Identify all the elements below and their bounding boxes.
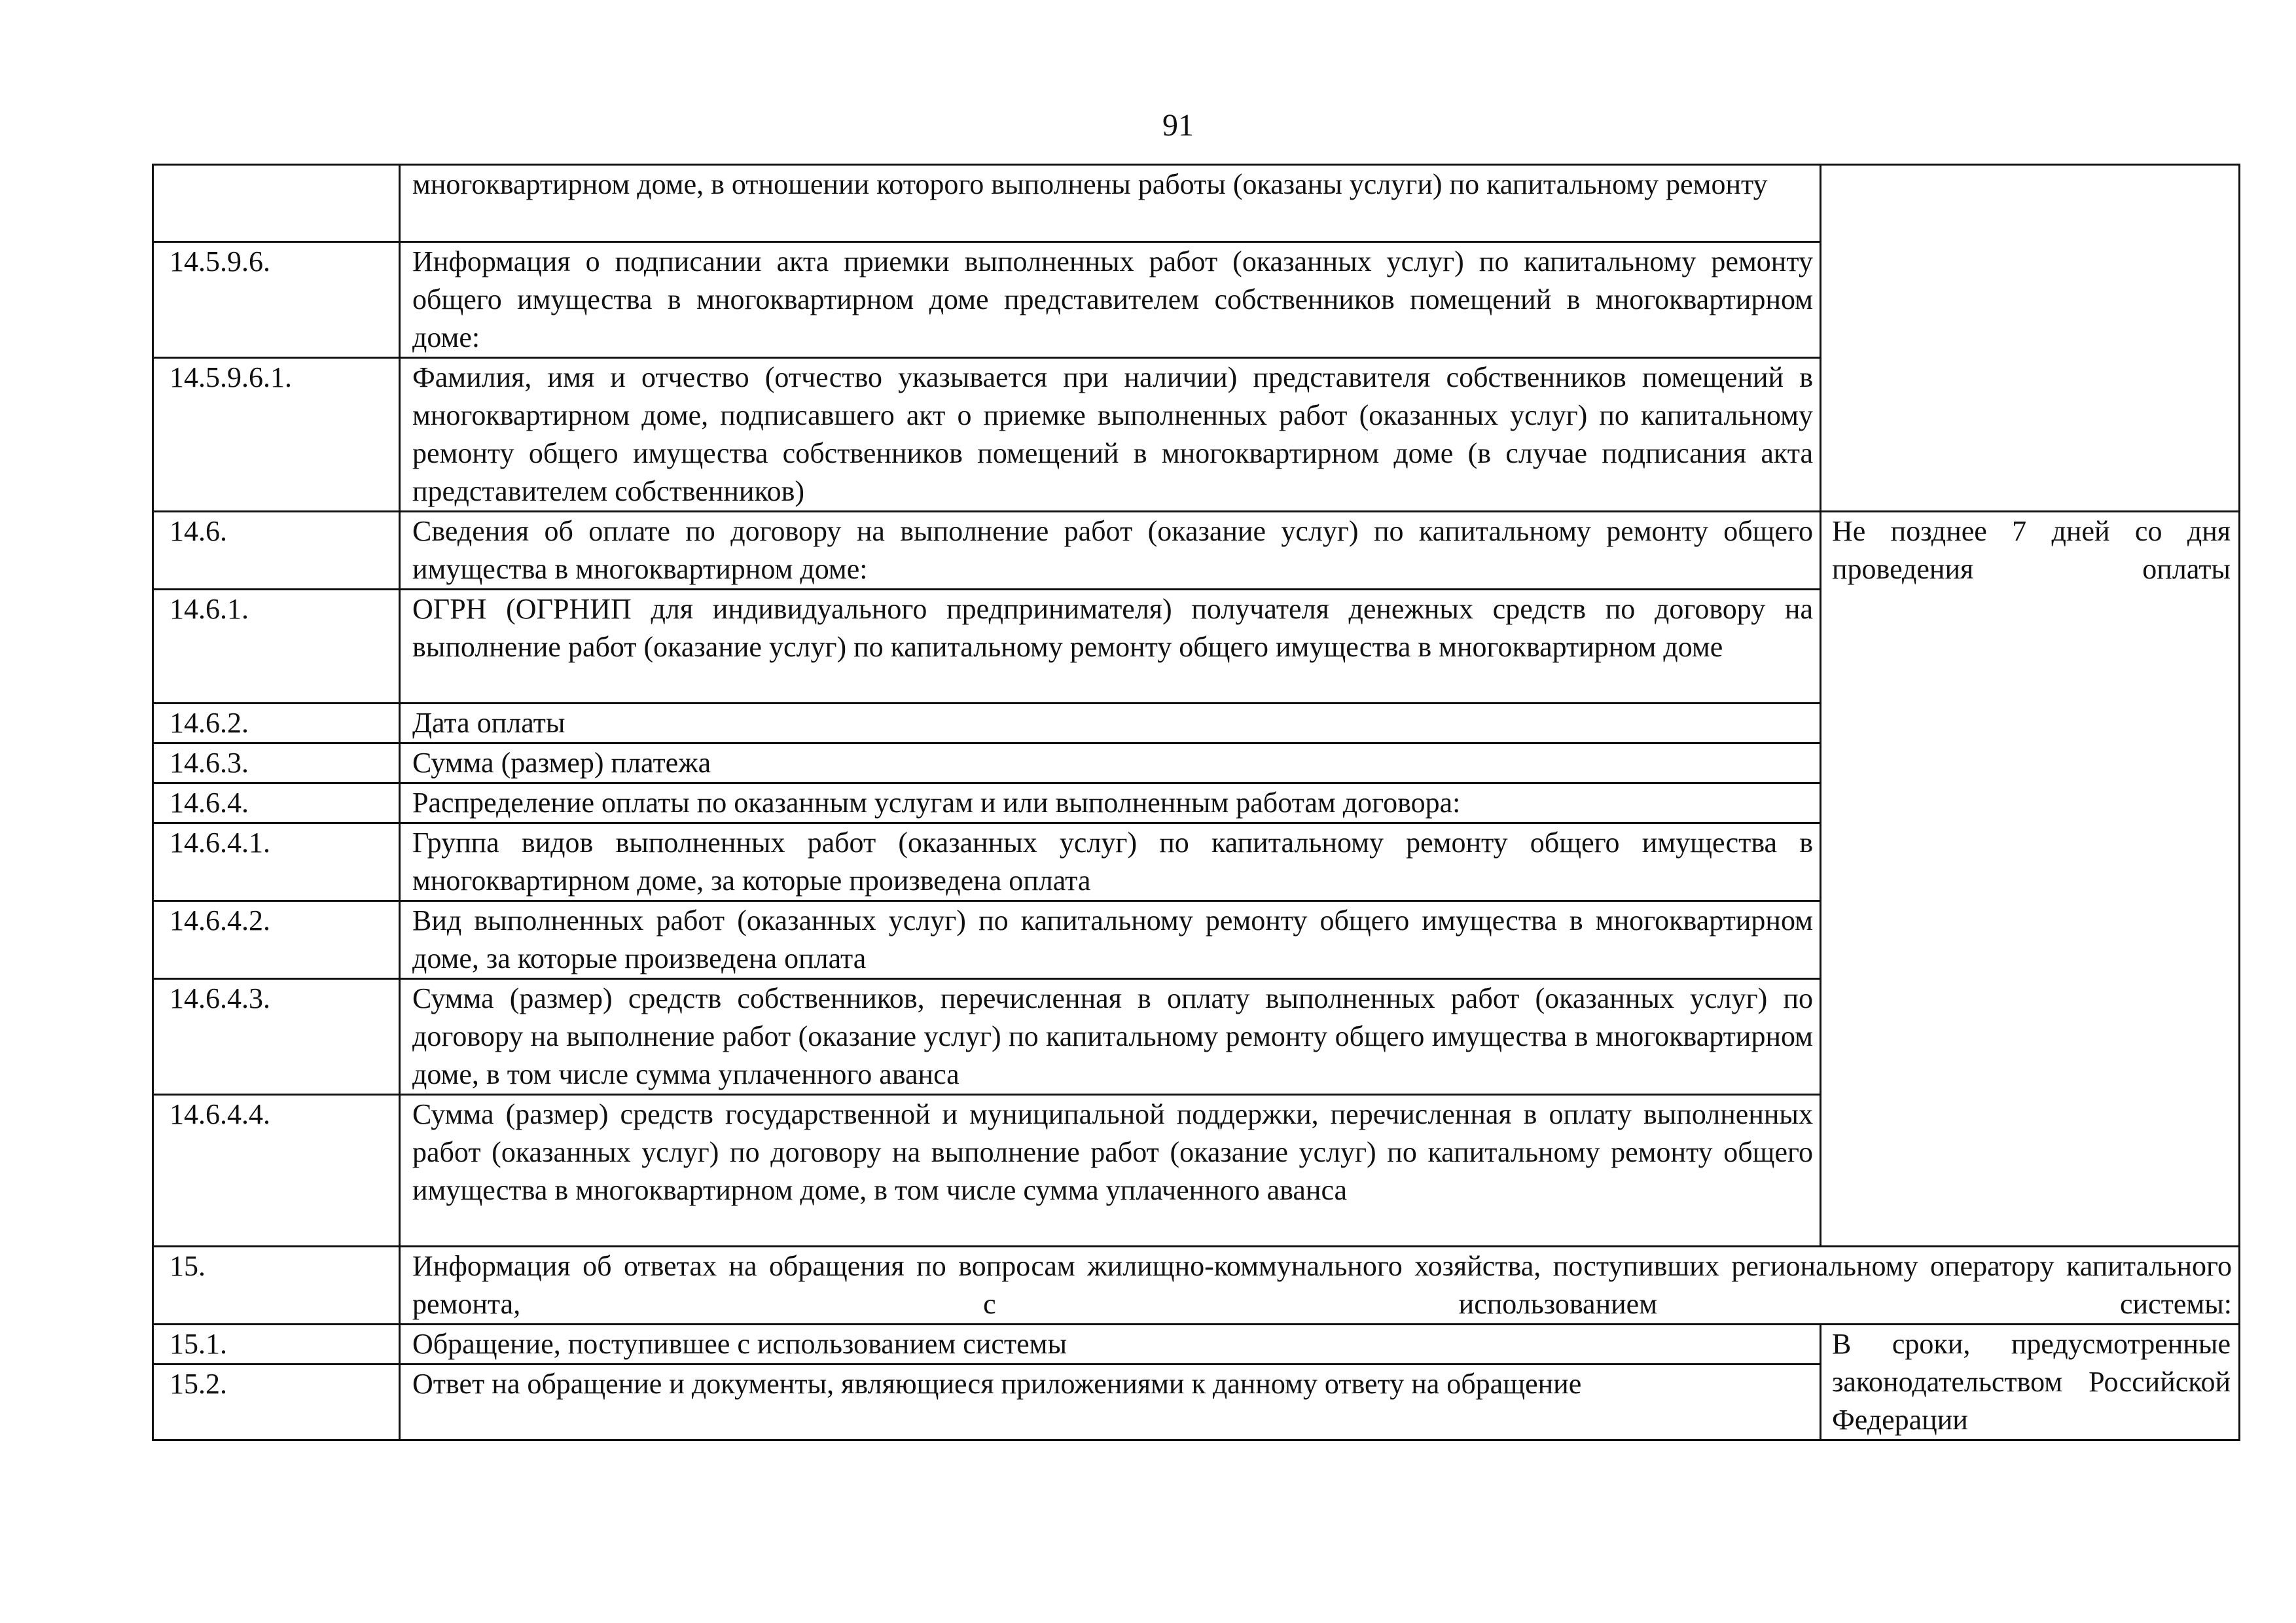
row-text: Информация об ответах на обращения по вопросам жилищно-коммунального хозяйства, поступивших региональному оператору капитального ремонта, с использованием системы: <box>400 1247 2240 1325</box>
row-text: Сумма (размер) средств собственников, перечисленная в оплату выполненных работ (оказанных услуг) по договору на выполнение работ (оказание услуг) по капитальному ремонту общего имущества в многоквартирном доме, в том числе сумма уплаченного аванса <box>400 979 1821 1095</box>
row-text: Распределение оплаты по оказанным услугам и или выполненным работам договора: <box>400 783 1821 823</box>
row-code: 15.2. <box>153 1364 400 1440</box>
requirements-table <box>152 164 2240 1441</box>
term-payment: Не позднее 7 дней со дня проведения оплаты <box>1821 512 2240 1247</box>
row-text: многоквартирном доме, в отношении которого выполнены работы (оказаны услуги) по капитальному ремонту <box>400 165 1821 242</box>
row-text: Сведения об оплате по договору на выполнение работ (оказание услуг) по капитальному ремонту общего имущества в многоквартирном доме: <box>400 512 1821 590</box>
row-code: 14.6.4.1. <box>153 823 400 901</box>
row-code: 14.6. <box>153 512 400 590</box>
row-code: 14.6.4. <box>153 783 400 823</box>
row-code <box>153 165 400 242</box>
term-appeals: В сроки, предусмотренные законодательством Российской Федерации <box>1821 1325 2240 1440</box>
row-text: Сумма (размер) средств государственной и муниципальной поддержки, перечисленная в оплату выполненных работ (оказанных услуг) по договору на выполнение работ (оказание услуг) по капитальному ремонту общего имущества в многоквартирном доме, в том числе сумма уплаченного аванса <box>400 1095 1821 1247</box>
table-row <box>153 165 2240 242</box>
row-code: 14.6.1. <box>153 590 400 704</box>
table-row <box>153 1325 2240 1364</box>
row-code: 14.6.4.2. <box>153 901 400 979</box>
row-code: 14.5.9.6. <box>153 242 400 358</box>
table-row <box>153 512 2240 590</box>
row-code: 14.5.9.6.1. <box>153 358 400 512</box>
term-cell-empty <box>1821 165 2240 512</box>
row-text: Фамилия, имя и отчество (отчество указывается при наличии) представителя собственников помещений в многоквартирном доме, подписавшего акт о приемке выполненных работ (оказанных услуг) по капитальному ремонту общего имущества собственников помещений в многоквартирном доме (в случае подписания акта представителем собственников) <box>400 358 1821 512</box>
page-number: 91 <box>1162 108 1194 143</box>
row-code: 14.6.2. <box>153 704 400 743</box>
row-text: Ответ на обращение и документы, являющиеся приложениями к данному ответу на обращение <box>400 1364 1821 1440</box>
row-text: Обращение, поступившее с использованием системы <box>400 1325 1821 1364</box>
row-text: Группа видов выполненных работ (оказанных услуг) по капитальному ремонту общего имущества в многоквартирном доме, за которые произведена оплата <box>400 823 1821 901</box>
row-code: 14.6.3. <box>153 743 400 783</box>
row-code: 15.1. <box>153 1325 400 1364</box>
row-code: 15. <box>153 1247 400 1325</box>
row-code: 14.6.4.3. <box>153 979 400 1095</box>
row-text: Дата оплаты <box>400 704 1821 743</box>
row-text: Информация о подписании акта приемки выполненных работ (оказанных услуг) по капитальному ремонту общего имущества в многоквартирном доме представителем собственников помещений в многоквартирном доме: <box>400 242 1821 358</box>
row-code: 14.6.4.4. <box>153 1095 400 1247</box>
row-text: Вид выполненных работ (оказанных услуг) по капитальному ремонту общего имущества в многоквартирном доме, за которые произведена оплата <box>400 901 1821 979</box>
row-text: ОГРН (ОГРНИП для индивидуального предпринимателя) получателя денежных средств по договору на выполнение работ (оказание услуг) по капитальному ремонту общего имущества в многоквартирном доме <box>400 590 1821 704</box>
table-row <box>153 1247 2240 1325</box>
row-text: Сумма (размер) платежа <box>400 743 1821 783</box>
